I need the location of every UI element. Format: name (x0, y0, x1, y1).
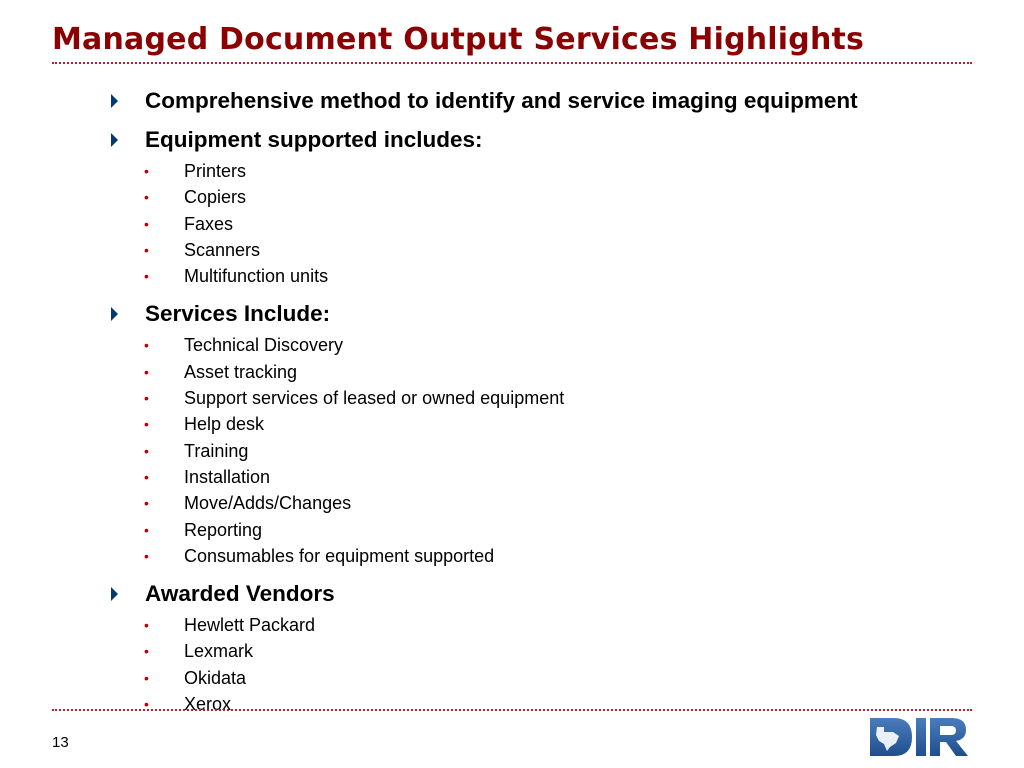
arrow-bullet-icon (111, 133, 118, 147)
title-divider (52, 62, 972, 64)
slide-content (108, 84, 988, 725)
section-heading (108, 577, 988, 615)
list-item: • Lexmark (108, 641, 988, 667)
section-heading-text: Services Include: (145, 301, 331, 327)
section-overview (108, 84, 988, 118)
section-equipment (108, 123, 988, 292)
section-heading-text: Equipment supported includes: (145, 127, 483, 152)
list-item: • Installation (108, 467, 988, 493)
list-item: • Copiers (108, 187, 988, 213)
section-heading (108, 84, 988, 118)
list-item: • Move/Adds/Changes (108, 493, 988, 519)
list-item: • Training (108, 441, 988, 467)
section-heading-text: Awarded Vendors (145, 581, 335, 607)
list-item: • Consumables for equipment supported (108, 546, 988, 572)
list-item: • Xerox (108, 694, 988, 720)
arrow-bullet-icon (111, 307, 118, 321)
vendors-list (108, 615, 988, 720)
list-item: • Scanners (108, 240, 988, 266)
section-vendors (108, 577, 988, 720)
list-item: • Technical Discovery (108, 335, 988, 361)
list-item: • Hewlett Packard (108, 615, 988, 641)
list-item: • Okidata (108, 668, 988, 694)
services-list (108, 335, 988, 572)
section-heading-text: Comprehensive method to identify and service imaging equipment (145, 88, 858, 113)
dir-logo (868, 713, 972, 761)
list-item: • Multifunction units (108, 266, 988, 292)
page-number: 13 (52, 734, 69, 751)
section-heading (108, 297, 988, 335)
list-item: • Support services of leased or owned equipment (108, 388, 988, 414)
equipment-list (108, 161, 988, 292)
arrow-bullet-icon (111, 94, 118, 108)
arrow-bullet-icon (111, 587, 118, 601)
list-item: • Reporting (108, 520, 988, 546)
list-item: • Asset tracking (108, 362, 988, 388)
footer-divider (52, 709, 972, 711)
slide-title: Managed Document Output Services Highlights (52, 22, 865, 57)
section-heading (108, 123, 988, 161)
section-services (108, 297, 988, 572)
list-item: • Printers (108, 161, 988, 187)
list-item: • Help desk (108, 414, 988, 440)
list-item: • Faxes (108, 214, 988, 240)
